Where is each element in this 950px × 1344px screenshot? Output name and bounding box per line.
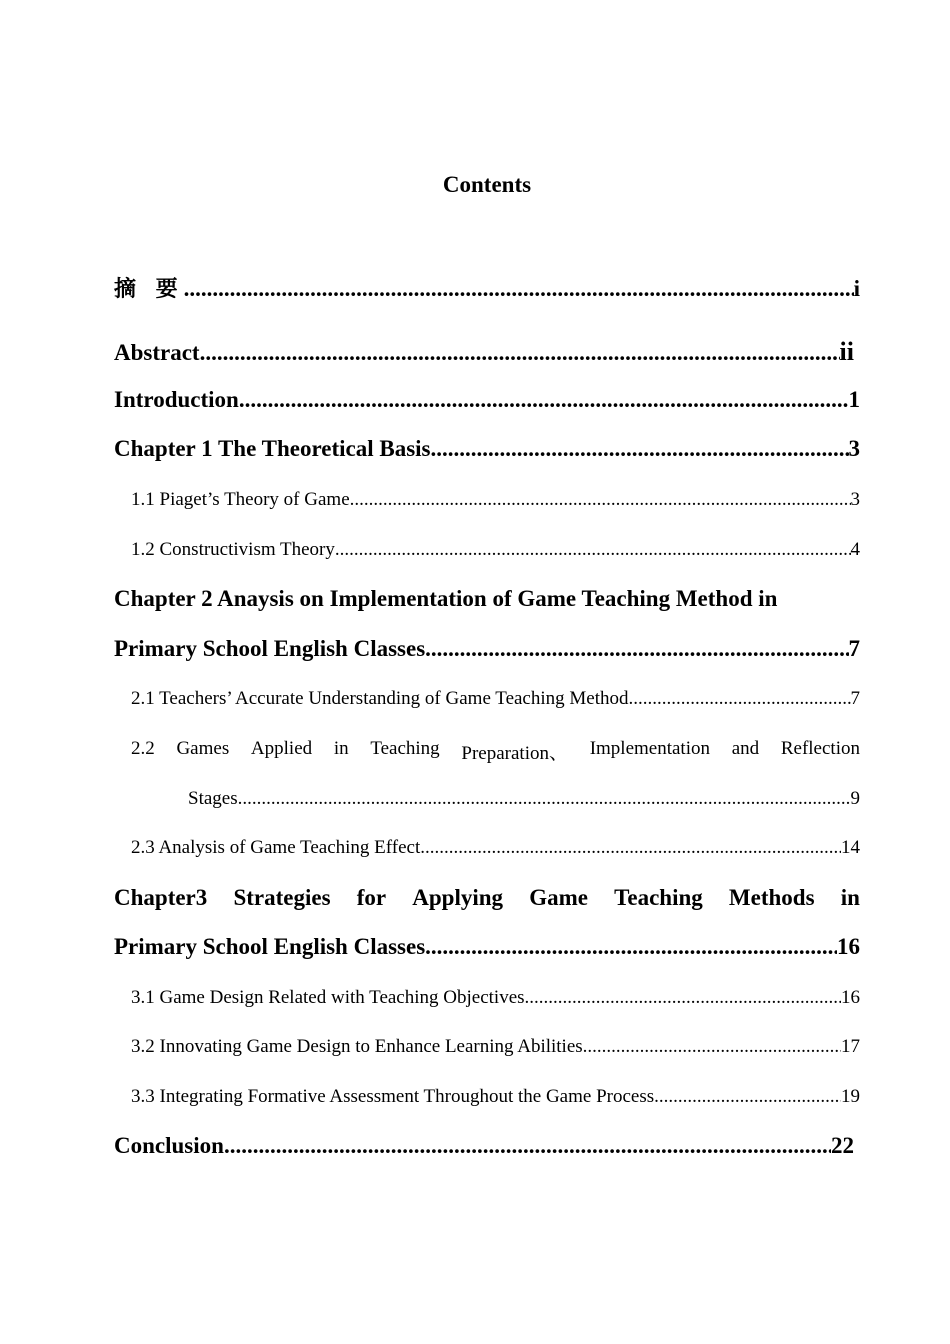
toc-page-number: i: [853, 276, 860, 301]
toc-page-number: 19: [841, 1086, 860, 1107]
toc-leader-dots: [431, 436, 849, 462]
toc-leader-dots: [335, 539, 851, 561]
toc-leader-dots: [238, 788, 851, 810]
toc-word: Preparation、: [461, 743, 568, 764]
toc-leader-dots: [184, 276, 854, 302]
toc-page-number: 4: [850, 539, 860, 560]
toc-entry-chapter-3[interactable]: [114, 934, 860, 960]
toc-entry-abstract-cn[interactable]: [114, 272, 860, 303]
toc-entry-label: 2.1 Teachers’ Accurate Understanding of Game Teaching Method: [131, 688, 629, 709]
toc-entry-chapter-2[interactable]: [114, 636, 860, 662]
toc-entry-chapter-3-line1[interactable]: [114, 885, 860, 911]
toc-entry-introduction[interactable]: [114, 387, 860, 413]
toc-word: Chapter3: [114, 885, 208, 910]
toc-page-number: 3: [848, 436, 860, 461]
toc-entry-label: Chapter 1 The Theoretical Basis: [114, 436, 431, 461]
toc-entry-1-2[interactable]: [131, 539, 860, 561]
toc-entry-label: 3.1 Game Design Related with Teaching Objectives: [131, 987, 525, 1008]
toc-word: in: [333, 738, 349, 759]
toc-page-number: 1: [848, 387, 860, 412]
toc-word: for: [356, 885, 387, 910]
toc-word: in: [840, 885, 860, 910]
toc-leader-dots: [629, 688, 851, 710]
toc-entry-2-1[interactable]: [131, 688, 860, 710]
toc-word: Reflection: [780, 738, 860, 759]
toc-page-number: 3: [850, 489, 860, 510]
toc-entry-3-3[interactable]: [131, 1086, 860, 1108]
toc-word: Teaching: [370, 738, 440, 759]
toc-entry-label: Primary School English Classes: [114, 934, 426, 959]
toc-leader-dots: [654, 1086, 841, 1108]
toc-entry-3-1[interactable]: [131, 987, 860, 1009]
toc-page-number: ii: [839, 337, 854, 366]
toc-word: Implementation: [589, 738, 710, 759]
toc-word: Game: [529, 885, 588, 910]
toc-leader-dots: [525, 987, 841, 1009]
toc-leader-dots: [425, 636, 848, 662]
toc-leader-dots: [200, 340, 840, 366]
toc-leader-dots: [224, 1133, 831, 1159]
toc-word: Applied: [250, 738, 313, 759]
toc-page-number: 9: [850, 788, 860, 809]
toc-entry-label: 1.2 Constructivism Theory: [131, 539, 335, 560]
toc-word: Teaching: [614, 885, 703, 910]
toc-entry-abstract[interactable]: [114, 337, 854, 367]
toc-page-number: 17: [841, 1036, 860, 1057]
toc-word: Strategies: [233, 885, 331, 910]
toc-page-number: 14: [841, 837, 860, 858]
toc-word: Applying: [412, 885, 504, 910]
toc-entry-label: Abstract: [114, 340, 200, 365]
toc-leader-dots: [420, 837, 841, 859]
toc-leader-dots: [425, 934, 837, 960]
toc-page-number: 7: [850, 688, 860, 709]
toc-page-number: 16: [841, 987, 860, 1008]
toc-word: Games: [176, 738, 230, 759]
toc-entry-label: 2.3 Analysis of Game Teaching Effect: [131, 837, 421, 858]
toc-entry-label: 3.3 Integrating Formative Assessment Throughout the Game Process: [131, 1086, 655, 1107]
toc-entry-2-3[interactable]: [131, 837, 860, 859]
toc-entry-2-2-line1[interactable]: [131, 738, 860, 765]
toc-leader-dots: [583, 1036, 841, 1058]
toc-entry-label: Conclusion: [114, 1133, 224, 1158]
page-title: Contents: [442, 172, 532, 197]
toc-word: and: [731, 738, 760, 759]
toc-entry-conclusion[interactable]: [114, 1133, 854, 1159]
toc-entry-label: 1.1 Piaget’s Theory of Game: [131, 489, 350, 510]
toc-word: 2.2: [131, 738, 155, 759]
toc-entry-chapter-2-line1[interactable]: Chapter 2 Anaysis on Implementation of Game Teaching Method in: [114, 586, 778, 611]
toc-entry-3-2[interactable]: [131, 1036, 860, 1058]
toc-leader-dots: [350, 489, 851, 511]
toc-entry-label: Stages: [188, 788, 238, 809]
toc-entry-label: Introduction: [114, 387, 239, 412]
toc-entry-1-1[interactable]: [131, 489, 860, 511]
toc-entry-chapter-1[interactable]: [114, 436, 860, 462]
toc-leader-dots: [239, 387, 849, 413]
toc-entry-label: 摘 要: [114, 277, 184, 302]
toc-entry-label: 3.2 Innovating Game Design to Enhance Learning Abilities: [131, 1036, 583, 1057]
toc-word: Methods: [728, 885, 815, 910]
toc-entry-label: Primary School English Classes: [114, 636, 426, 661]
toc-entry-2-2[interactable]: [188, 788, 860, 810]
toc-page-number: 22: [831, 1133, 854, 1158]
toc-page-number: 7: [848, 636, 860, 661]
toc-page-number: 16: [837, 934, 860, 959]
